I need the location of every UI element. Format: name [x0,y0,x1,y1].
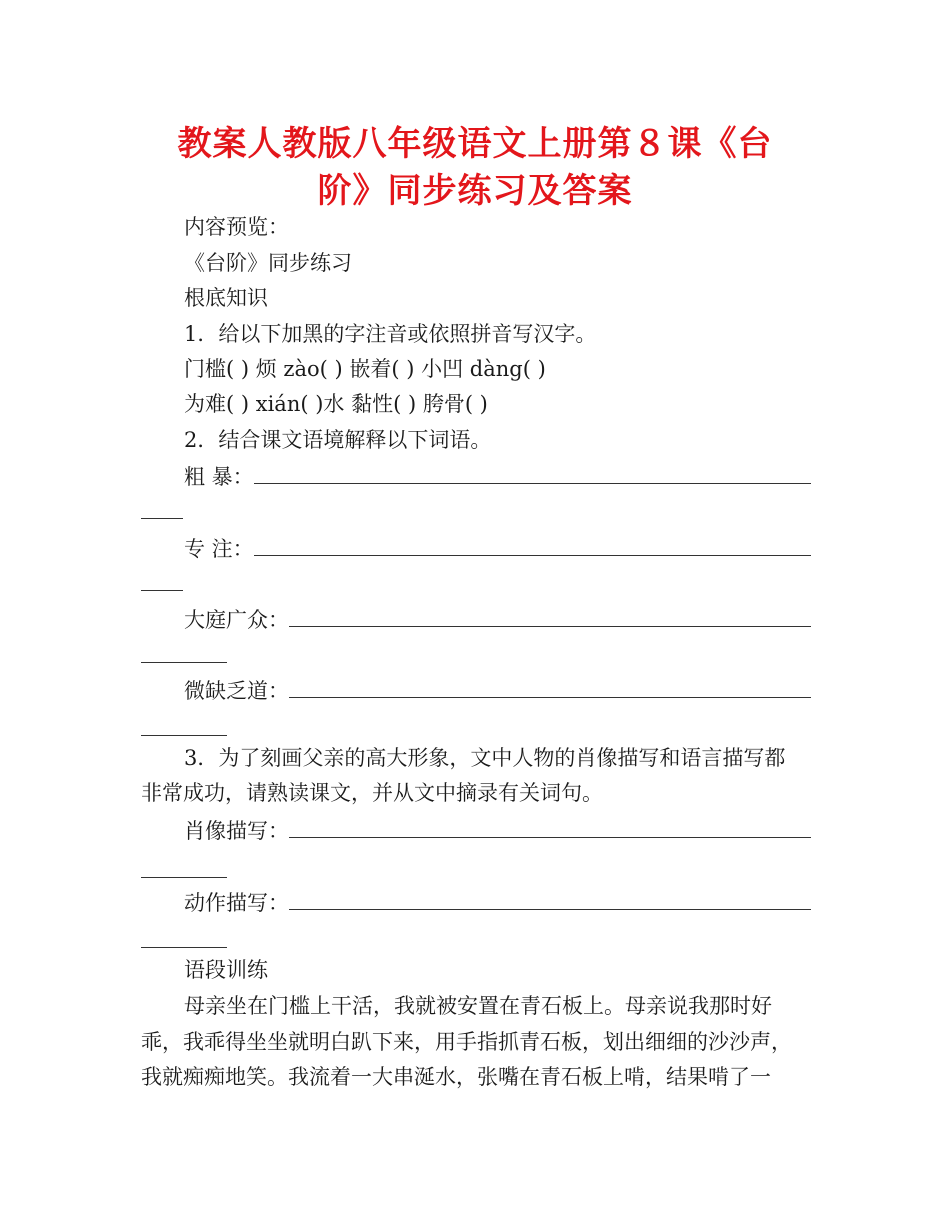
answer-row-xiaoxiang [184,814,811,844]
passage-line-3: 我就痴痴地笑。我流着一大串涎水，张嘴在青石板上啃，结果啃了一 [141,1065,771,1089]
answer-blank-continuation [141,876,227,878]
answer-label: 肖像描写： [184,818,289,843]
question-1-row-1: 门槛( ) 烦 zào( ) 嵌着( ) 小凹 dàng( ) [184,357,546,381]
answer-row-cubao [184,460,811,490]
passage-line-1: 母亲坐在门槛上干活，我就被安置在青石板上。母亲说我那时好 [184,994,772,1018]
answer-blank[interactable] [289,908,811,910]
passage-line-2: 乖，我乖得坐坐就明白趴下来，用手指抓青石板，划出细细的沙沙声， [141,1030,792,1054]
answer-label: 动作描写： [184,890,289,915]
answer-blank[interactable] [289,696,811,698]
section-heading-passage: 语段训练 [184,958,268,982]
answer-blank[interactable] [254,482,811,484]
section-heading-basic: 根底知识 [184,286,268,310]
question-3-line-1: 3．为了刻画父亲的高大形象，文中人物的肖像描写和语言描写都 [184,746,786,770]
document-title-line-2: 阶》同步练习及答案 [317,171,633,211]
answer-blank-continuation [141,946,227,948]
answer-blank-continuation [141,734,227,736]
answer-blank[interactable] [289,836,811,838]
question-1-row-2: 为难( ) xián( )水 黏性( ) 胯骨( ) [184,392,488,416]
answer-blank[interactable] [289,625,811,627]
answer-label: 微缺乏道： [184,678,289,703]
document-title-line-1: 教案人教版八年级语文上册第８课《台 [177,124,773,164]
answer-row-weiquefadao [184,674,811,704]
answer-blank[interactable] [254,554,811,556]
answer-blank-continuation [141,589,183,591]
answer-row-dongzuo [184,886,811,916]
question-2: 2．结合课文语境解释以下词语。 [184,428,492,452]
question-3-line-2: 非常成功，请熟读课文，并从文中摘录有关词句。 [141,781,603,805]
answer-blank-continuation [141,517,183,519]
section-subtitle: 《台阶》同步练习 [184,251,352,275]
preview-label: 内容预览： [184,215,289,239]
answer-label: 大庭广众： [184,607,289,632]
answer-label: 粗 暴： [184,464,254,489]
answer-row-datingguangzhong [184,603,811,633]
question-1: 1．给以下加黑的字注音或依照拼音写汉字。 [184,322,597,346]
answer-label: 专 注： [184,536,254,561]
answer-row-zhuanzhu [184,532,811,562]
answer-blank-continuation [141,661,227,663]
